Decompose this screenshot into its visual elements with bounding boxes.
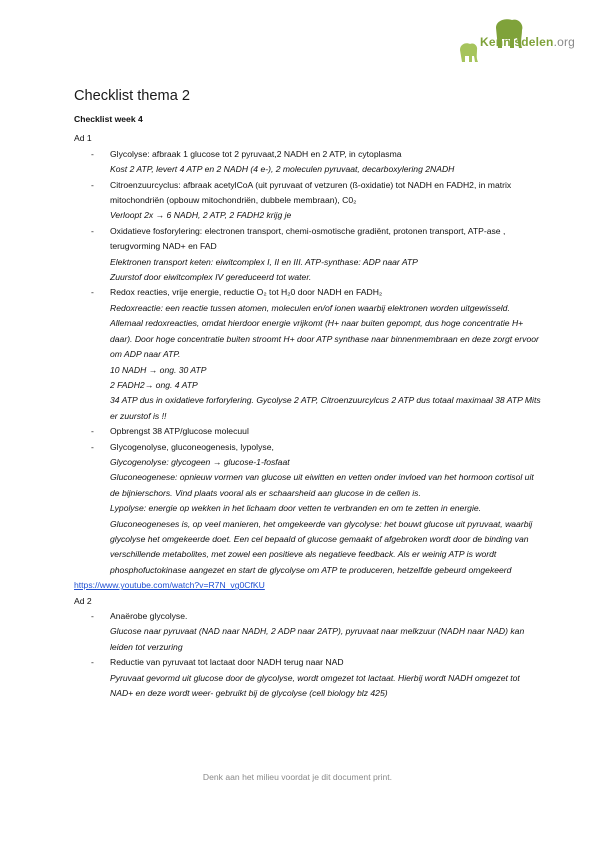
item-line: - Redox reacties, vrije energie, reductie O₂ tot H₂0 door NADH en FADH₂	[110, 287, 383, 298]
item-line: Lypolyse: energie op wekken in het lichaam door vetten te verbranden en om te zetten in energie.	[110, 503, 482, 514]
item-line: Kost 2 ATP, levert 4 ATP en 2 NADH (4 e-), 2 moleculen pyruvaat, decarboxylering 2NADH	[110, 164, 455, 175]
document-body	[74, 86, 544, 701]
item-line: - Anaërobe glycolyse.	[110, 611, 188, 621]
item-line: - Glycolyse: afbraak 1 glucose tot 2 pyruvaat,2 NADH en 2 ATP, in cytoplasma	[110, 148, 402, 159]
section-heading: Ad 2	[74, 595, 92, 606]
bullet-list	[74, 147, 544, 578]
footer-note: Denk aan het milieu voordat je dit document print.	[202, 772, 393, 782]
kennisdelen-logo[interactable]	[456, 14, 576, 64]
item-line: - Glycogenolyse, gluconeogenesis, lypolyse,	[110, 441, 274, 452]
item-line: Redoxreactie: een reactie tussen atomen, moleculen en/of ionen waarbij elektronen worden uitgewisseld.	[110, 302, 510, 313]
item-line: Pyruvaat gevormd uit glucose door de glycolyse, wordt omgezet tot lactaat. Hierbij wordt NADH omgezet tot NAD+ en deze wordt weer- gebruikt bij de glycolyse (cell biology blz 425)	[110, 672, 520, 699]
bullet-list	[74, 609, 544, 701]
item-line: 34 ATP dus in oxidatieve forforylering. Gycolyse 2 ATP, Citroenzuurcylcus 2 ATP dus totaal maximaal 38 ATP Mits er zuurstof is !!	[110, 395, 541, 421]
logo-text: Kennisdelen.org	[480, 35, 576, 49]
item-line: - Oxidatieve fosforylering: electronen transport, chemi-osmotische gradiënt, protonen transport, ATP-ase , terugvorming NAD+ en FAD	[110, 225, 506, 252]
item-line: - Citroenzuurcyclus: afbraak acetylCoA (uit pyruvaat of vetzuren (ß-oxidatie) tot NADH en FADH2, in matrix mitochondriën (opbouw mitochondriën, dubbele membraan), C0₂	[110, 179, 512, 206]
item-line: Gluconeogeneses is, op veel manieren, het omgekeerde van glycolyse: het bouwt glucose uit pyruvaat, waarbij glycolyse het omgekeerde doet. Een cel bepaald of glucose gemaakt of afgebroken wordt door de binding van verschillende metabolites, met zowel een positieve als negatieve feedback. Als er weinig ATP is wordt phosphofuctokinase aangezet en start de glycolyse om ATP te produceren, hetzelfde gebeurd omgekeerd	[110, 518, 533, 575]
item-line: Verloopt 2x → 6 NADH, 2 ATP, 2 FADH2 krijg je	[110, 210, 292, 221]
section-ad-2	[74, 594, 544, 702]
list-item	[74, 224, 544, 286]
item-line: - Reductie van pyruvaat tot lactaat door NADH terug naar NAD	[110, 657, 344, 668]
item-line: Zuurstof door eiwitcomplex IV gereduceerd tot water.	[110, 272, 312, 283]
item-line: 10 NADH → ong. 30 ATP	[110, 364, 207, 375]
item-line: - Opbrengst 38 ATP/glucose molecuul	[110, 426, 249, 437]
youtube-link[interactable]: https://www.youtube.com/watch?v=R7N_vg0CfKU	[74, 580, 265, 591]
page-title: Checklist thema 2	[74, 88, 190, 104]
item-line: Glycogenolyse: glycogeen → glucose-1-fosfaat	[110, 456, 290, 467]
section-heading: Ad 1	[74, 133, 92, 144]
item-line: Allemaal redoxreacties, omdat hierdoor energie vrijkomt (H+ naar buiten gepompt, dus hoge concentratie H+ daar). Door hoge concentratie buiten stroomt H+ door ATP synthase naar binnenmembraan en deze zorgt ervoor om ADP naar ATP.	[110, 318, 539, 360]
page-subtitle: Checklist week 4	[74, 114, 143, 124]
list-item	[74, 655, 544, 701]
item-line: 2 FADH2→ ong. 4 ATP	[110, 379, 198, 390]
item-line: Elektronen transport keten: eiwitcomplex I, II en III. ATP-synthase: ADP naar ATP	[110, 256, 418, 267]
list-item	[74, 609, 544, 655]
item-line: Glucose naar pyruvaat (NAD naar NADH, 2 ADP naar 2ATP), pyruvaat naar melkzuur (NADH naar NAD) kan leiden tot verzuring	[110, 626, 525, 652]
item-line: Gluconeogenese: opnieuw vormen van glucose uit eiwitten en vetten onder invloed van het hormoon cortisol uit de bijnierschors. Vind plaats vooral als er schaarsheid aan glucose in de cellen is.	[110, 472, 534, 498]
list-item	[74, 178, 544, 224]
list-item	[74, 285, 544, 424]
list-item	[74, 440, 544, 579]
list-item	[74, 424, 544, 439]
section-ad-1	[74, 131, 544, 578]
list-item	[74, 147, 544, 178]
